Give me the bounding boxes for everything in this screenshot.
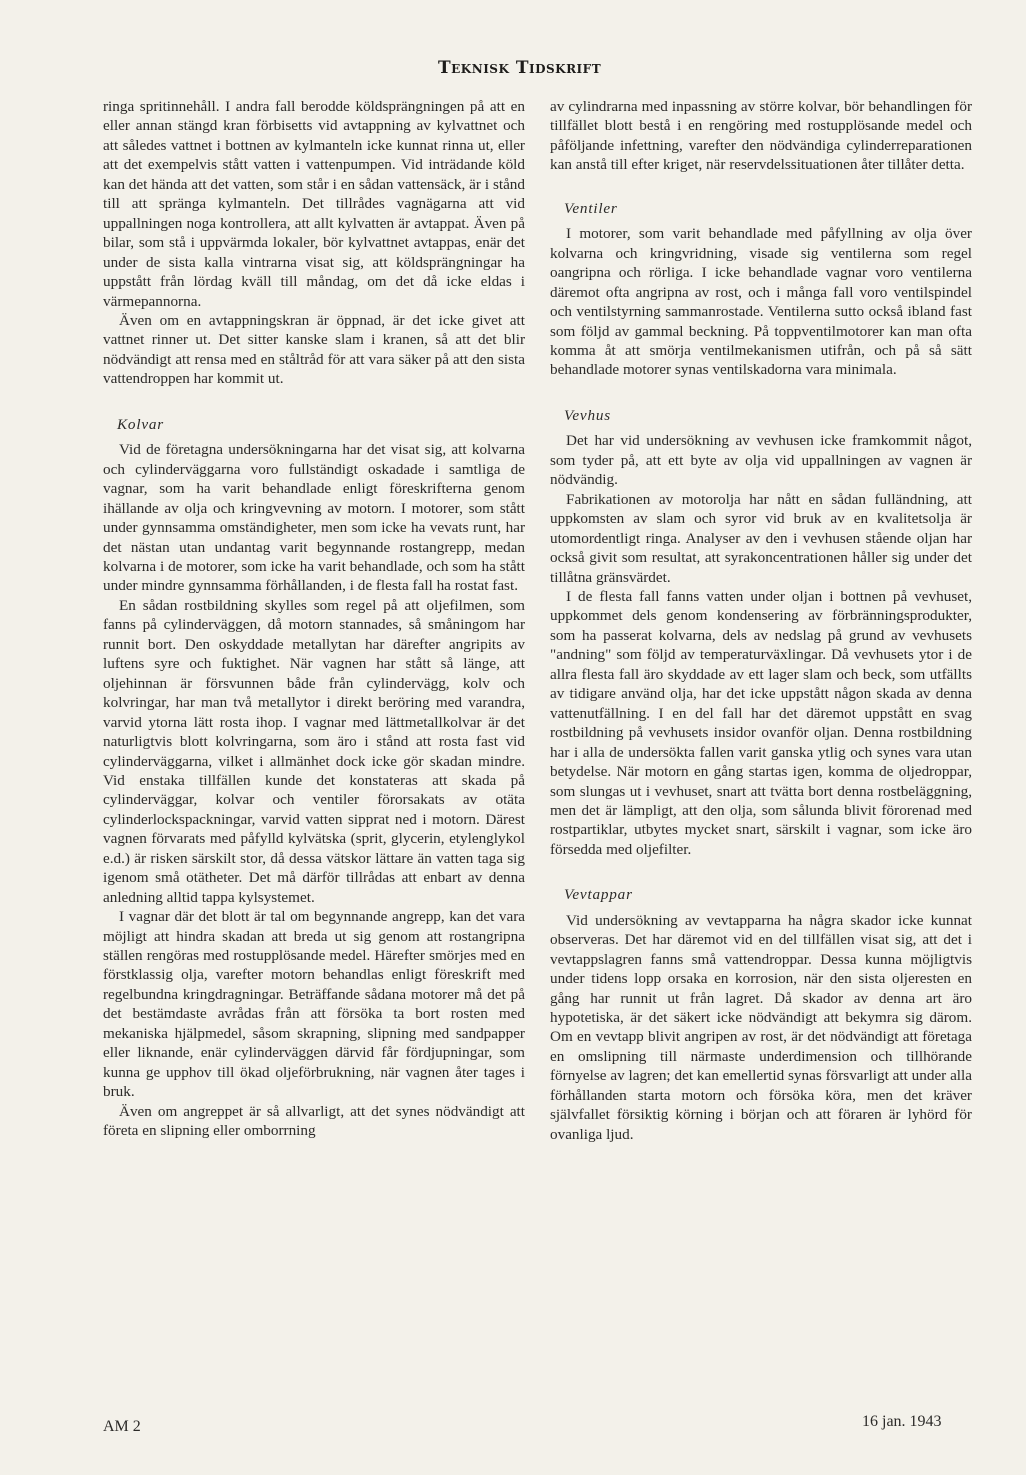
paragraph: En sådan rostbildning skylles som regel på att oljefilmen, som fanns på cylinderväggen, då motorn stannades, så småningom har runnit bort. Den oskyddade metallytan har därefter angripits av luftens syre och fuktighet. När vagnen har stått så länge, att oljehinnan är försvunnen både från cylindervägg, kolv och kolvringar, har man två metallytor i direkt beröring med varandra, varvid ytorna lätt rosta ihop. I vagnar med lättmetallkolvar är det naturligtvis blott kolvringarna, som äro i stånd att rosta fast vid cylinderväggarna, vilket i allmänhet dock icke gör skadan mindre. Vid enstaka tillfällen kunde det konstateras att skada på cylinderväggar, kolvar och ventiler förorsakats av otäta cylinderlockspackningar, varvid vatten sipprat ned i motorn. Därest vagnen förvarats med påfylld kylvätska (sprit, glycerin, etylenglykol e.d.) är risken särskilt stor, då dessa vätskor lättare än vatten taga sig igenom små otätheter. Det må därför tillrådas att enbart av denna anledning alltid tappa kylsystemet. (103, 596, 525, 906)
section-heading-vevhus: Vevhus (564, 406, 611, 424)
paragraph: Vid undersökning av vevtapparna ha några skador icke kunnat observeras. Det har däremot vid en del tillfällen visat sig, att det i vevtappslagren fanns små vattendroppar. Dessa kunna möjligtvis under tidens lopp orsaka en korrosion, när den sista oljeresten en gång har runnit ut från lagret. Då skador av denna art äro hypotetiska, är det säkert icke nödvändigt att bekymra sig därom. Om en vevtapp blivit angripen av rost, är det nödvändigt att företaga en omslipning till närmaste underdimension och tillhörande förnyelse av lagren; det kan emellertid synas försvarligt att under alla förhållanden starta motorn och försöka köra, men det kräver självfallet försiktig körning i början och att föraren är lyhörd för ovanliga ljud. (550, 911, 972, 1143)
paragraph: Vid de företagna undersökningarna har det visat sig, att kolvarna och cylinderväggarna voro fullständigt oskadade i samtliga de vagnar, som ha varit behandlade enligt föreskrifterna genom ihällande av olja och kringvevning av motorn. I motorer, som stått under gynnsamma omständigheter, men som icke ha vevats runt, har det nästan utan undantag varit begynnande rostangrepp, medan kolvarna i de motorer, som icke ha varit behandlade, och som ha stått under mindre gynnsamma förhållanden, i de flesta fall ha rostat fast. (103, 441, 525, 595)
paragraph: Fabrikationen av motorolja har nått en sådan fulländning, att uppkomsten av slam och syror vid bruk av en kvalitetsolja är utomordentligt ringa. Analyser av den i vevhusen stående oljan har också givit som resultat, att syrakoncentrationen håller sig under det tillåtna gränsvärdet. (550, 490, 972, 586)
paragraph: I motorer, som varit behandlade med påfyllning av olja över kolvarna och kringvridning, visade sig ventilerna som regel oangripna och rörliga. I icke behandlade vagnar voro ventilerna däremot ofta angripna av rost, och i många fall voro ventilspindel och ventilstyrning sammanrostade. Ventilerna sutto också ibland fast som följd av gammal beckning. På toppventilmotorer kan man ofta komma åt att smörja ventilmekanismen utifrån, och på så sätt behandlade motorer synas ventilskadorna vara minimala. (550, 225, 972, 379)
paragraph: Det har vid undersökning av vevhusen icke framkommit något, som tyder på, att ett byte av olja vid uppallningen av vagnen är nödvändig. (550, 432, 972, 489)
section-heading-ventiler: Ventiler (564, 199, 618, 217)
paragraph: Även om angreppet är så allvarligt, att det synes nödvändigt att företa en slipning eller omborrning (103, 1102, 525, 1140)
paragraph: av cylindrarna med inpassning av större kolvar, bör behandlingen för tillfället blott bestå i en rengöring med rostupplösande medel och påföljande infettning, varefter den nödvändiga cylinderreparationen kan anstå till efter kriget, när reservdelssituationen åter tillåter detta. (550, 98, 972, 174)
footer-section-label: AM 2 (103, 1418, 141, 1435)
section-heading-vevtappar: Vevtappar (564, 886, 633, 904)
paragraph: Även om en avtappningskran är öppnad, är det icke givet att vattnet rinner ut. Det sitter kanske slam i kranen, så att det blir nödvändigt att rensa med en ståltråd för att vara säker på att den sista vattendroppen har kommit ut. (103, 311, 525, 388)
left-column (103, 97, 525, 1141)
section-heading-kolvar: Kolvar (117, 415, 164, 433)
paragraph: ringa spritinnehåll. I andra fall berodde köldsprängningen på att en eller annan stängd kran förbisetts vid avtappning av kylvattnet och att således vattnet i bottnen av kylmanteln icke kunnat rinna ut, eller att det exempelvis stått vatten i vattenpumpen. Vid inträdande köld kan det hända att det vatten, som står i en sådan vattensäck, är i stånd till att spränga kylmanteln. Det tillrådes vagnägarna att vid uppallningen noga kontrollera, att allt kylvatten är avtappat. Även på bilar, som stå i uppvärmda lokaler, bör kylvattnet avtappas, enär det under de sista kalla vintrarna visat sig, att köldsprängningar ha uppstått från lördag kväll till måndag, om det då icke eldas i värmepannorna. (103, 98, 525, 310)
journal-masthead: Teknisk Tidskrift (438, 58, 602, 78)
paragraph: I vagnar där det blott är tal om begynnande angrepp, kan det vara möjligt att hindra skadan att breda ut sig genom att rostangripna ställen rengöras med rostupplösande medel. Härefter smörjes med en förstklassig olja, varefter motorn behandlas enligt föreskrift med regelbundna kringdragningar. Beträffande sådana motorer må det på det bestämdaste avrådas från att försöka ta bort rosten med mekaniska hjälpmedel, såsom skrapning, slipning med sandpapper eller liknande, enär cylinderväggen därvid får fördjupningar, som kunna ge upphov till ökad oljeförbrukning, när vagnen åter tages i bruk. (103, 908, 525, 1101)
right-column (550, 97, 972, 1144)
paragraph: I de flesta fall fanns vatten under oljan i bottnen på vevhuset, uppkommet dels genom kondensering av förbränningsprodukter, som ha passerat kolvarna, dels av nedslag på grund av vevhusets "andning" som följd av temperaturväxlingar. Då vevhusets ytor i de allra flesta fall äro skyddade av ett lager slam och beck, som utfällts av tidigare använd olja, har det icke uppstått någon skada av denna vattenutfällning. I en del fall har det däremot uppstått en svag rostbildning på vevhusets insidor ovanför oljan. Denna rostbildning har i alla de undersökta fallen varit ganska ytlig och synes vara utan betydelse. När motorn en gång startas igen, komma de oljedroppar, som slungas ut i vevhuset, snart att tvätta bort denna rostbeläggning, men det är lämpligt, att den olja, som sålunda blivit förorenad med rostpartiklar, utbytes mycket snart, särskilt i vagnar, som icke äro försedda med oljefilter. (550, 587, 972, 858)
footer-date: 16 jan. 1943 (862, 1413, 942, 1430)
